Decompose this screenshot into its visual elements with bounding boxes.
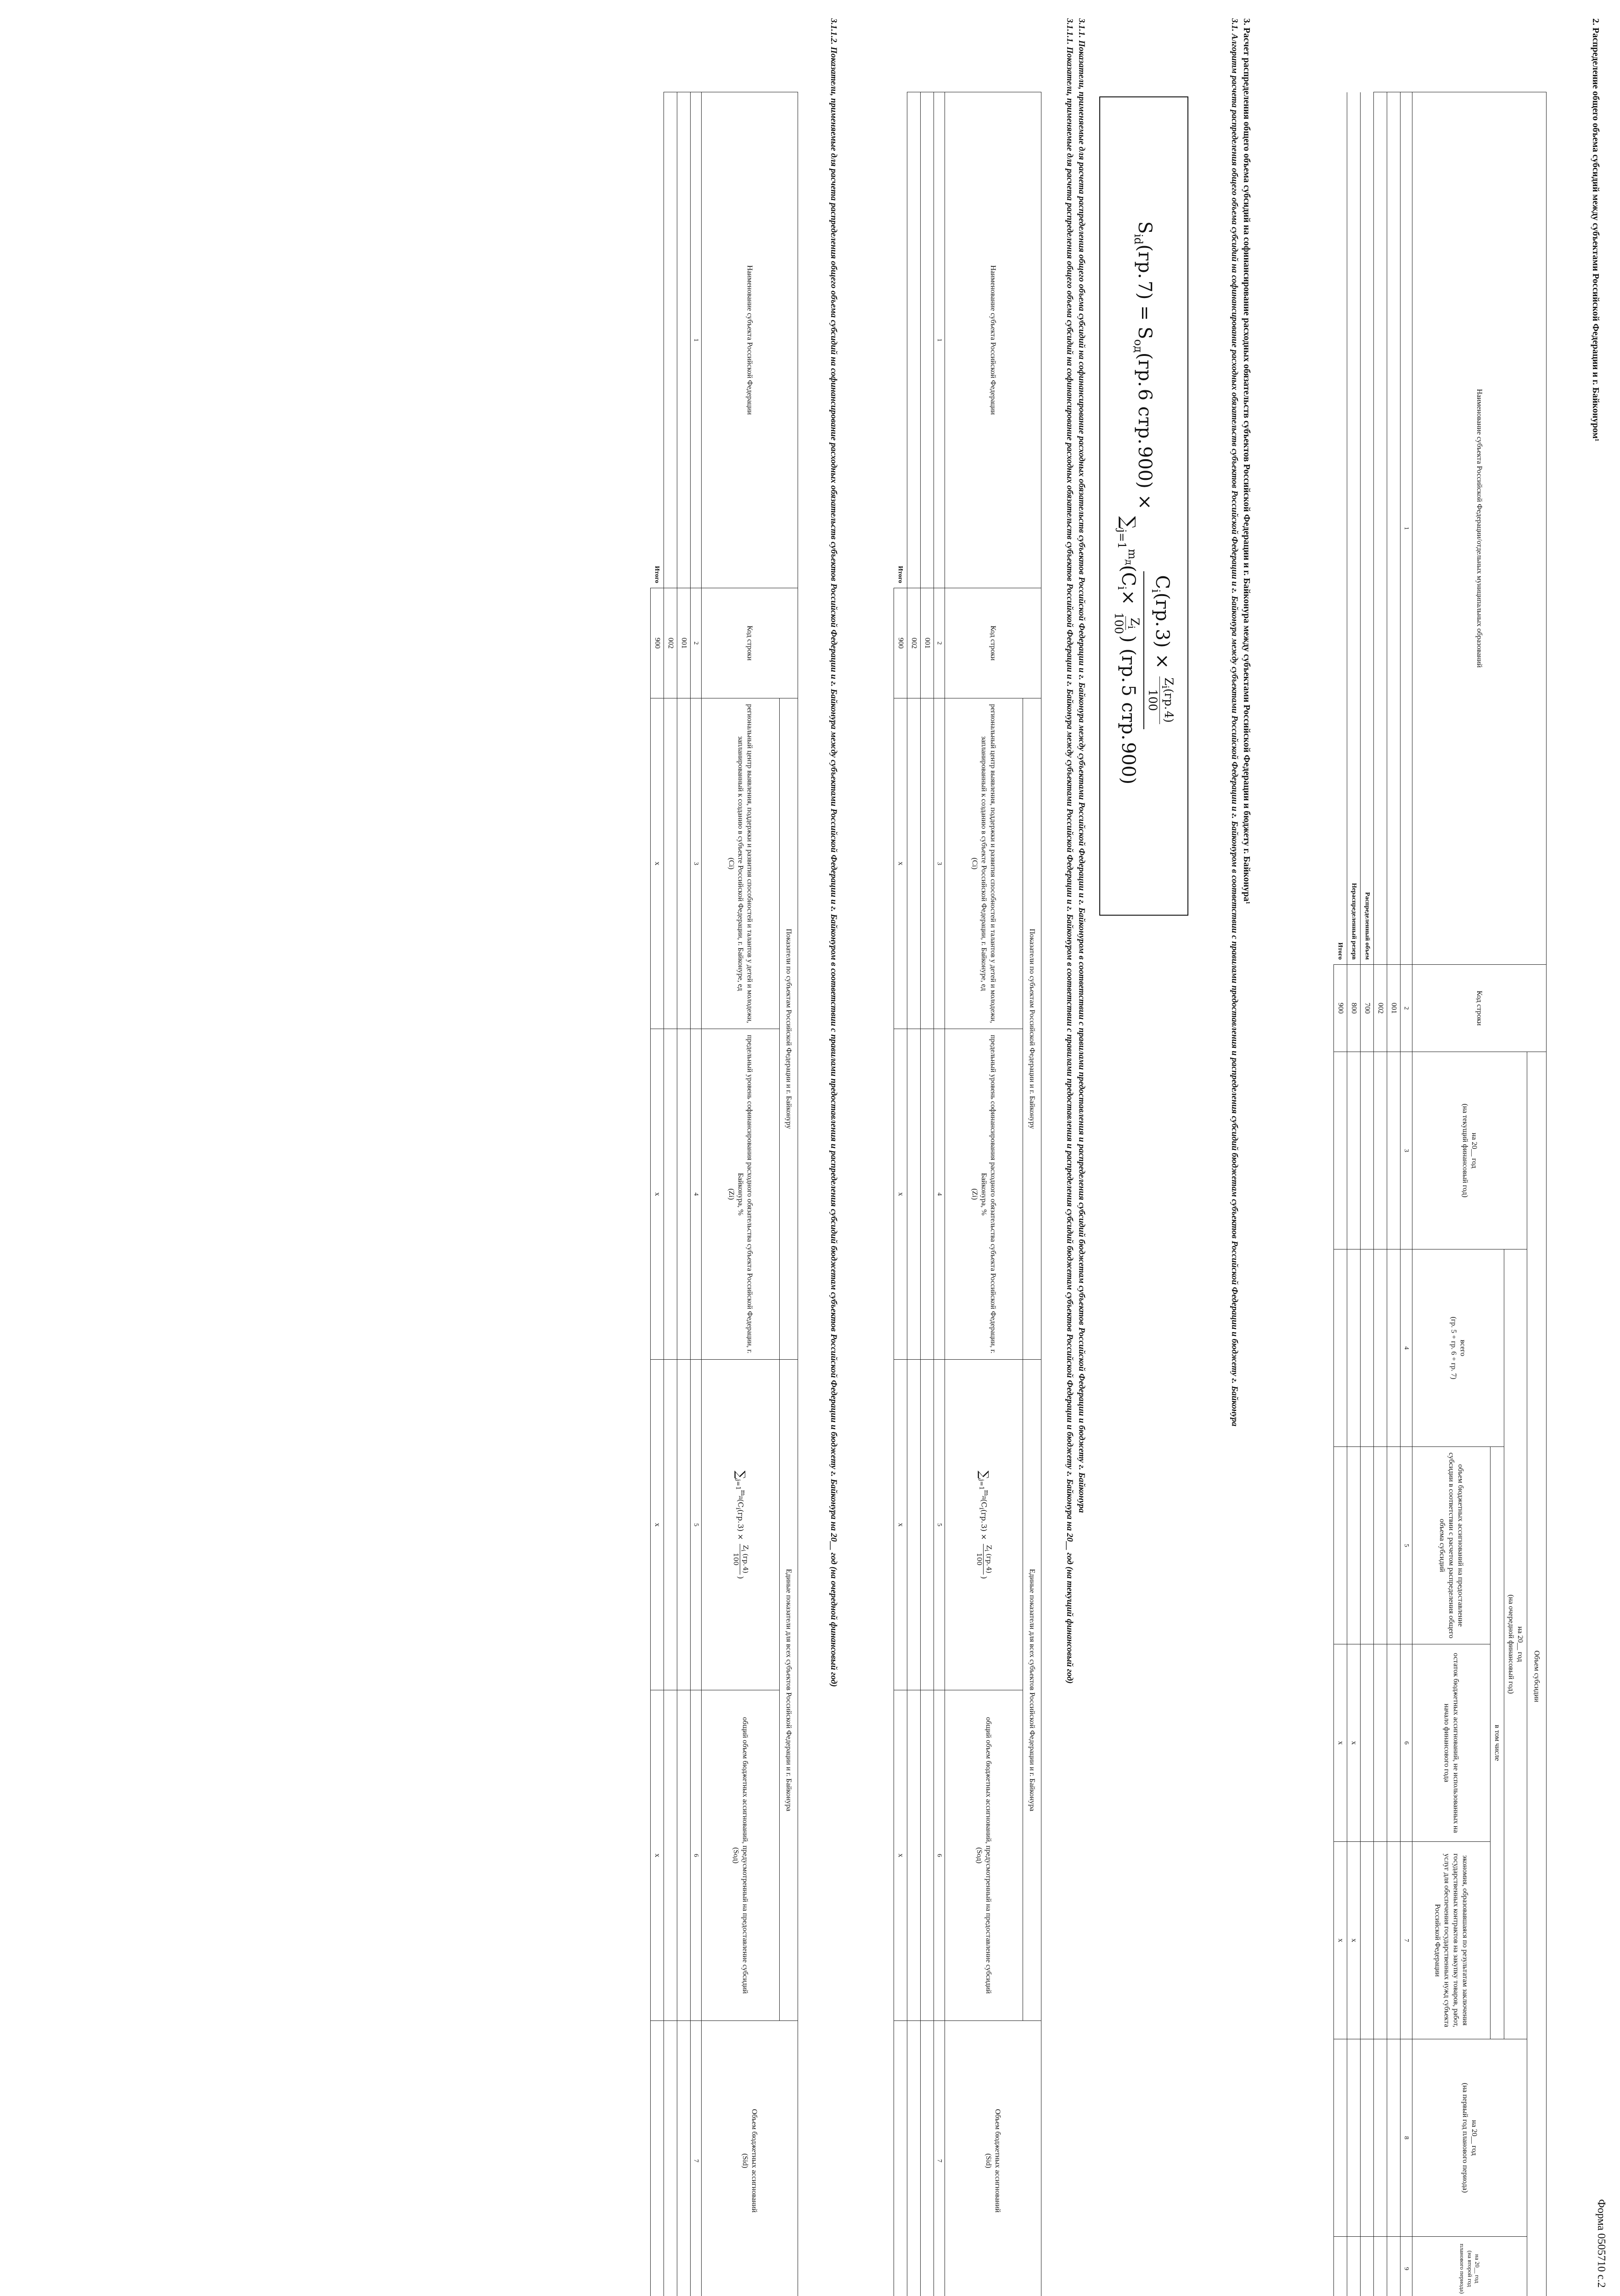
row-label (1374, 92, 1387, 965)
section-2 (1589, 18, 1602, 2268)
indicator-table-1 (894, 92, 1041, 2296)
distribution-formula (1099, 96, 1188, 916)
section-3-1-title: 3.1. Алгоритм расчета распределения общего объема субсидий на софинансирование расходных обязательств субъектов Российской Федерации и г. Байконура между субъектами Российской Федерации и г. Байконуром в соответствии с правилами предоставления и распределения субсидий бюджетам субъектов Российской Федерации и бюджету г. Байконура (1230, 18, 1239, 1427)
summary-row (1361, 92, 1374, 2296)
header-col5: объем бюджетных ассигнований на предоставление субсидии в соответствии с расчетом распределения общего объема субсидий (1412, 1447, 1491, 1644)
ind1-header-code: Код строки (945, 588, 1041, 698)
col-number: 2 (691, 588, 702, 698)
total-mark: x (894, 698, 907, 1029)
col-number: 5 (691, 1360, 702, 1690)
summary-c7: x (1347, 1842, 1361, 2039)
indicator-table-2-wrap (650, 92, 798, 2296)
col-number: 6 (934, 1690, 945, 2021)
summary-row (1334, 92, 1347, 2296)
summary-code: 900 (1334, 965, 1347, 1052)
total-mark: x (894, 1360, 907, 1690)
table-row (677, 92, 691, 2296)
col-number: 6 (1401, 1644, 1412, 1842)
section-3-1-1-1-title: 3.1.1.1. Показатели, применяемые для расчета распределения общего объема субсидий на софинансирование расходных обязательств субъектов Российской Федерации и г. Байконура между субъектами Российской Федерации и г. Байконуром в соответствии с правилами предоставления и распределения субсидий бюджетам субъектов Российской Федерации и бюджету г. Байконура на 20__ год (на текущий финансовый год) (1065, 18, 1075, 1684)
row-code: 001 (921, 588, 934, 698)
total-mark: x (894, 1690, 907, 2021)
section-2-title: 2. Распределение общего объема субсидий между субъектами Российской Федерации и г. Байконуром¹ (1591, 18, 1601, 442)
col-number: 9 (1401, 2237, 1412, 2296)
ind1-header-subject-group: Показатели по субъектам Российской Федерации и г. Байконуру (1023, 698, 1041, 1360)
table-row (907, 92, 921, 2296)
total-mark: x (894, 1029, 907, 1360)
total-mark: x (651, 1360, 664, 1690)
column-numbers-row (691, 92, 702, 2296)
total-row (894, 92, 907, 2296)
section-3-1-1 (1064, 18, 1087, 2268)
total-mark: x (651, 1029, 664, 1360)
col-number: 2 (1401, 965, 1412, 1052)
ind2-header-col5-formula: $\sum_{j=1}^{m_д}(C_i(гр$. 3) × $Z_i$ (гр. 4) 100 ) (702, 1360, 780, 1690)
ind2-header-unified-group: Единые показатели для всех субъектов Российской Федерации и г. Байконура (780, 1360, 798, 2021)
header-name: Наименование субъекта Российской Федерации/отдельных муниципальных образований (1412, 92, 1547, 965)
table-row (1387, 92, 1401, 2296)
table-row (1374, 92, 1387, 2296)
column-numbers-row (1401, 92, 1412, 2296)
ind1-header-name: Наименование субъекта Российской Федерации (945, 92, 1041, 588)
section-3-title: 3. Расчет распределения общего объема субсидий на софинансирование расходных обязательств субъектов Российской Федерации и г. Байконура между субъектами Российской Федерации и бюджету г. Байконура¹ (1242, 18, 1252, 905)
formula-text: $S_{id}(гр$. $7) = S_{од}(гр$. 6 стр. 900) × (1132, 221, 1156, 510)
col-number: 4 (1401, 1249, 1412, 1447)
col-number: 3 (1401, 1052, 1412, 1249)
col-number: 4 (934, 1029, 945, 1360)
total-code: 900 (651, 588, 664, 698)
total-mark: x (651, 1690, 664, 2021)
ind2-header-col6: общий объем бюджетных ассигнований, предусмотренный на предоставление субсидий (Sод) (702, 1690, 780, 2021)
col-number: 2 (934, 588, 945, 698)
section-3-1-1-title: 3.1.1. Показатели, применяемые для расчета распределения общего объема субсидий на софинансирование расходных обязательств субъектов Российской Федерации и г. Байконура между субъектами Российской Федерации и г. Байконуром в соответствии с правилами предоставления и распределения субсидий бюджетам субъектов Российской Федерации и бюджету г. Байконура (1077, 18, 1086, 1513)
header-volume: Объем субсидии (1527, 1052, 1547, 2296)
total-label: Итого (651, 92, 664, 588)
table-row (664, 92, 677, 2296)
column-numbers-row (934, 92, 945, 2296)
col-number: 7 (934, 2021, 945, 2296)
ind2-header-col4: предельный уровень софинансирования расходного обязательства субъекта Российской Федерации, г. Байконура, % (Zi) (702, 1029, 780, 1360)
col-number: 5 (1401, 1447, 1412, 1644)
col-number: 7 (691, 2021, 702, 2296)
ind1-header-col7: Объем бюджетных ассигнований (Sid) (945, 2021, 1041, 2296)
form-code: Форма 0505710 с.2 (1595, 2199, 1607, 2288)
formula-fraction: $C_i(гр$. 3) × $Z_i(гр$. 4) 100 $\sum_{j=1}^{m_д}(C_i\times$ $Z_i$ 100 ) (гр. 5 стр. 900) (1112, 516, 1176, 785)
row-code: 002 (664, 588, 677, 698)
distribution-table-wrap (1333, 92, 1547, 2296)
section-3-1-1-2-title: 3.1.1.2. Показатели, применяемые для расчета распределения общего объема субсидий на софинансирование расходных обязательств субъектов Российской Федерации и г. Байконура между субъектами Российской Федерации и г. Байконуром в соответствии с правилами предоставления и распределения субсидий бюджетам субъектов Российской Федерации и бюджету г. Байконура на 20__ год (на очередной финансовый год) (829, 18, 838, 1687)
col-number: 1 (1401, 92, 1412, 965)
table-row (921, 92, 934, 2296)
summary-c6: x (1334, 1644, 1347, 1842)
total-row (651, 92, 664, 2296)
summary-c6 (1361, 1644, 1374, 1842)
col-number: 7 (1401, 1842, 1412, 2039)
header-next-year: на 20__ год (на очередной финансовый год) (1504, 1249, 1527, 2039)
col-number: 3 (691, 698, 702, 1029)
header-col6: остаток бюджетных ассигнований, не использованных на начало финансового года (1412, 1644, 1491, 1842)
row-code: 002 (1374, 965, 1387, 1052)
summary-c7 (1361, 1842, 1374, 2039)
ind1-header-col6: общий объем бюджетных ассигнований, предусмотренный на предоставление субсидий (Sод) (945, 1690, 1023, 2021)
summary-label: Нераспределенный резерв (1347, 92, 1361, 965)
summary-code: 700 (1361, 965, 1374, 1052)
ind1-header-col4: предельный уровень софинансирования расходного обязательства субъекта Российской Федерации, г. Байконура, % (Zi) (945, 1029, 1023, 1360)
summary-label: Распределенный объем (1361, 92, 1374, 965)
summary-row (1347, 92, 1361, 2296)
ind2-header-code: Код строки (702, 588, 798, 698)
header-in-that: в том числе (1491, 1447, 1504, 2039)
col-number: 3 (934, 698, 945, 1029)
col-number: 1 (691, 92, 702, 588)
header-plan1: на 20__ год (на первый год планового периода) (1412, 2039, 1527, 2237)
row-code: 001 (1387, 965, 1401, 1052)
ind1-header-unified-group: Единые показатели для всех субъектов Российской Федерации и г. Байконура (1023, 1360, 1041, 2021)
row-label (1387, 92, 1401, 965)
ind1-header-col3: региональный центр выявления, поддержки и развития способностей и талантов у детей и молодежи, запланированный к созданию в субъекте Российской Федерации, г. Байконуре, ед (Ci) (945, 698, 1023, 1029)
header-total: всего (гр. 5 + гр. 6 + гр. 7) (1412, 1249, 1504, 1447)
ind2-header-name: Наименование субъекта Российской Федерации (702, 92, 798, 588)
col-number: 1 (934, 92, 945, 588)
header-col7: экономия, образовавшаяся по результатам заключения государственных контрактов на закупку товаров, работ, услуг для обеспечения государственных нужд субъекта Российской Федерации (1412, 1842, 1491, 2039)
col-number: 6 (691, 1690, 702, 2021)
col-number: 5 (934, 1360, 945, 1690)
ind2-header-col3: региональный центр выявления, поддержки и развития способностей и талантов у детей и молодежи, запланированный к созданию в субъекте Российской Федерации, г. Байконуре, ед (Ci) (702, 698, 780, 1029)
total-label: Итого (894, 92, 907, 588)
ind2-header-subject-group: Показатели по субъектам Российской Федерации и г. Байконуру (780, 698, 798, 1360)
ind1-header-col5-formula: $\sum_{j=1}^{m_д}(C_i(гр$. 3) × $Z_i$ (гр. 4) 100 ) (945, 1360, 1023, 1690)
indicator-table-2 (650, 92, 798, 2296)
summary-c6: x (1347, 1644, 1361, 1842)
ind2-header-col7: Объем бюджетных ассигнований (Sid) (702, 2021, 798, 2296)
row-code: 002 (907, 588, 921, 698)
header-code: Код строки (1412, 965, 1547, 1052)
distribution-table (1333, 92, 1547, 2296)
section-3 (1228, 18, 1253, 2268)
header-plan2: на 20__ год (на второй год планового периода) (1412, 2237, 1527, 2296)
summary-c7: x (1334, 1842, 1347, 2039)
col-number: 4 (691, 1029, 702, 1360)
header-current-year: на 20__ год (на текущий финансовый год) (1412, 1052, 1527, 1249)
col-number: 8 (1401, 2039, 1412, 2237)
summary-code: 800 (1347, 965, 1361, 1052)
section-3-1-1-2 (827, 18, 839, 2268)
summary-label: Итого (1334, 92, 1347, 965)
total-code: 900 (894, 588, 907, 698)
indicator-table-1-wrap (894, 92, 1041, 2296)
row-code: 001 (677, 588, 691, 698)
total-mark: x (651, 698, 664, 1029)
